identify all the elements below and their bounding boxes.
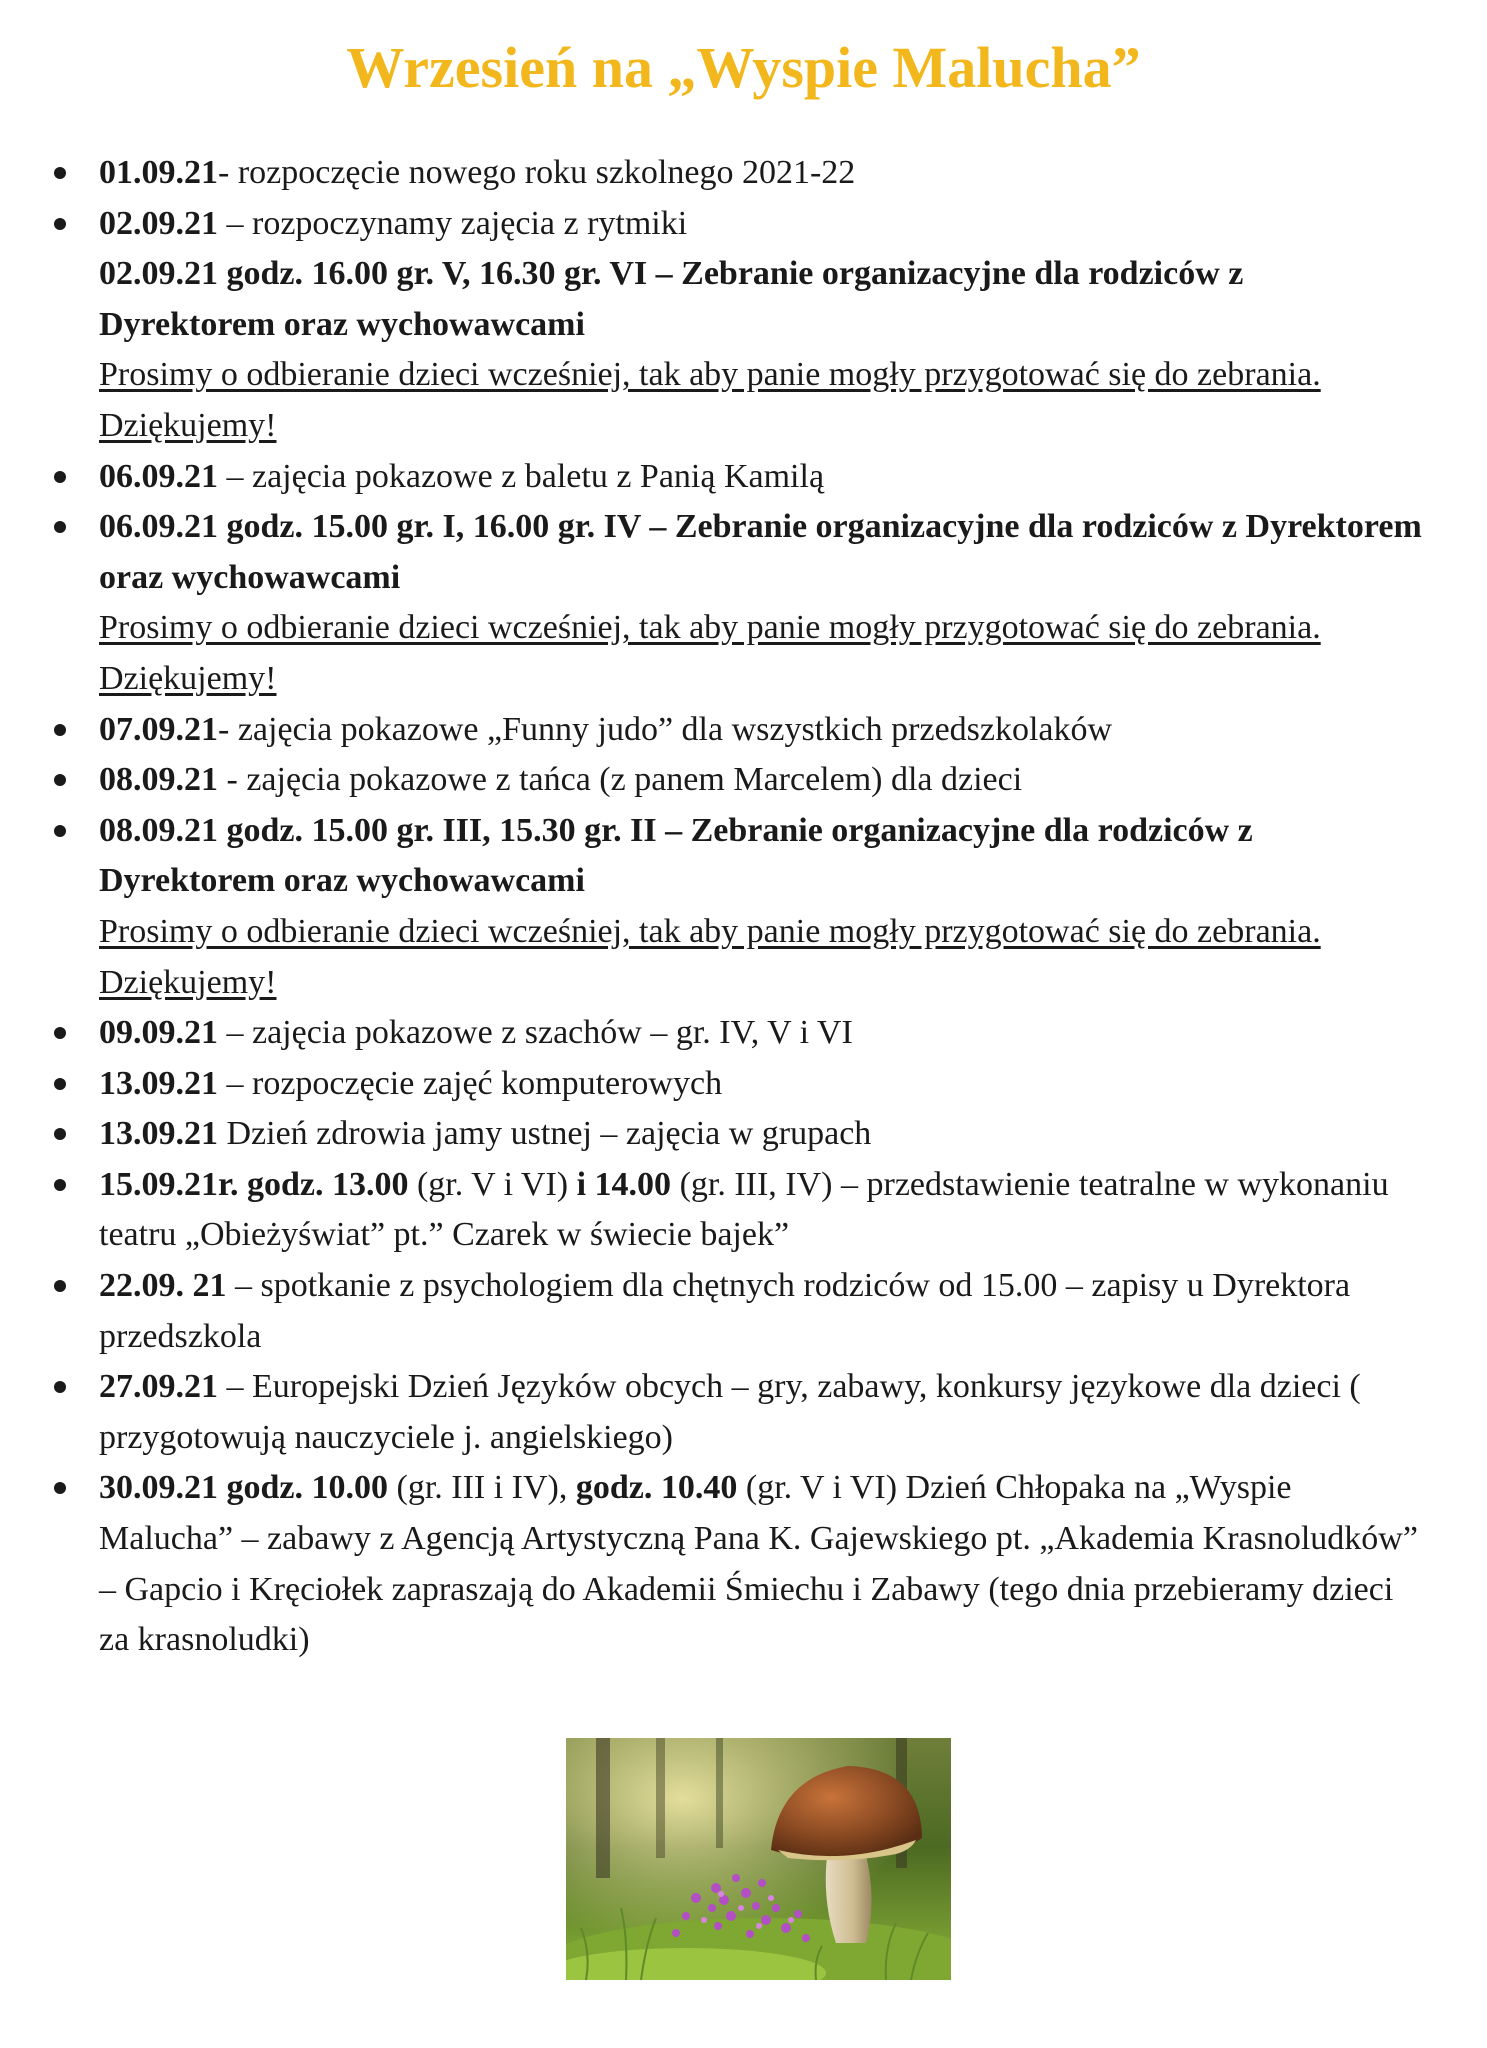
item-text: - zajęcia pokazowe „Funny judo” dla wszystkich przedszkolaków	[218, 710, 1113, 748]
mushroom-stem	[826, 1848, 872, 1943]
item-text: (gr. III i IV),	[388, 1469, 576, 1507]
list-item	[0, 148, 1487, 199]
page-title: Wrzesień na „Wyspie Malucha”	[346, 35, 1141, 100]
item-date: 27.09.21	[99, 1368, 218, 1406]
item-note: Prosimy o odbieranie dzieci wcześniej, tak aby panie mogły przygotować się do zebrania. Dziękujemy!	[99, 912, 1321, 1001]
list-item	[0, 199, 1487, 250]
item-date-2: godz. 10.40	[575, 1469, 738, 1507]
bullet-icon	[54, 1179, 66, 1191]
item-date: 07.09.21	[99, 710, 218, 748]
list-item	[0, 502, 1487, 704]
item-date: 02.09.21 godz. 16.00 gr. V, 16.30 gr. VI – Zebranie organizacyjne dla rodziców z Dyrektorem oraz wychowawcami	[99, 255, 1244, 343]
bullet-icon	[54, 774, 66, 786]
item-text: (gr. V i VI)	[408, 1165, 577, 1203]
bullet-icon	[54, 471, 66, 483]
item-date-2: i 14.00	[576, 1165, 672, 1203]
list-item	[0, 1008, 1487, 1059]
item-text: – Europejski Dzień Języków obcych – gry, zabawy, konkursy językowe dla dzieci ( przygotowują nauczyciele j. angielskiego)	[99, 1368, 1361, 1456]
item-text: – spotkanie z psychologiem dla chętnych rodziców od 15.00 – zapisy u Dyrektora przedszkola	[99, 1267, 1351, 1355]
item-text: - zajęcia pokazowe z tańca (z panem Marcelem) dla dzieci	[218, 761, 1023, 799]
item-text: – zajęcia pokazowe z baletu z Panią Kamilą	[218, 457, 825, 495]
list-item	[0, 1362, 1487, 1463]
bullet-icon	[54, 825, 66, 837]
tree-trunk	[716, 1738, 723, 1848]
item-date: 15.09.21r. godz. 13.00	[99, 1165, 409, 1203]
item-date: 06.09.21 godz. 15.00 gr. I, 16.00 gr. IV – Zebranie organizacyjne dla rodziców z Dyrektorem oraz wychowawcami	[99, 508, 1422, 596]
item-text: – rozpoczęcie zajęć komputerowych	[218, 1064, 723, 1102]
bullet-icon	[54, 167, 66, 179]
bullet-icon	[54, 1381, 66, 1393]
bullet-icon	[54, 1078, 66, 1090]
bullet-icon	[54, 724, 66, 736]
list-item	[0, 1109, 1487, 1160]
list-item	[0, 705, 1487, 756]
list-item	[0, 452, 1487, 503]
list-item	[0, 1463, 1487, 1665]
bullet-icon	[54, 1280, 66, 1292]
bullet-icon	[54, 521, 66, 533]
item-date: 01.09.21	[99, 154, 218, 191]
list-item	[0, 1160, 1487, 1261]
list-item	[0, 755, 1487, 806]
item-text: – rozpoczynamy zajęcia z rytmiki	[218, 204, 688, 242]
list-item	[0, 1059, 1487, 1110]
event-list	[0, 148, 1487, 1666]
bullet-icon	[54, 218, 66, 230]
item-text: – zajęcia pokazowe z szachów – gr. IV, V i VI	[218, 1014, 853, 1052]
tree-trunk	[596, 1738, 610, 1878]
item-date: 22.09. 21	[99, 1267, 227, 1305]
item-date: 13.09.21	[99, 1064, 218, 1102]
item-date: 30.09.21 godz. 10.00	[99, 1469, 388, 1507]
tree-trunk	[656, 1738, 665, 1858]
item-text-2: (gr. V i VI) Dzień Chłopaka na „Wyspie Malucha” – zabawy z Agencją Artystyczną Pana K. Gajewskiego pt. „Akademia Krasnoludków” – Gapcio i Kręciołek zapraszają do Akademii Śmiechu i Zabawy (tego dnia przebieramy dzieci za krasnoludki)	[99, 1469, 1418, 1659]
item-date: 09.09.21	[99, 1014, 218, 1052]
bullet-icon	[54, 1482, 66, 1494]
item-text: - rozpoczęcie nowego roku szkolnego 2021-22	[218, 154, 856, 191]
item-date: 08.09.21	[99, 761, 218, 799]
item-date: 13.09.21	[99, 1115, 218, 1153]
list-item	[0, 806, 1487, 1008]
item-note: Prosimy o odbieranie dzieci wcześniej, tak aby panie mogły przygotować się do zebrania. Dziękujemy!	[99, 609, 1321, 697]
mushroom-image	[566, 1738, 951, 1980]
mushroom-illustration	[566, 1738, 951, 1980]
bullet-icon	[54, 1027, 66, 1039]
item-date: 06.09.21	[99, 457, 218, 495]
bullet-icon	[54, 1128, 66, 1140]
item-date: 08.09.21 godz. 15.00 gr. III, 15.30 gr. II – Zebranie organizacyjne dla rodziców z Dyrektorem oraz wychowawcami	[99, 811, 1253, 900]
item-note: Prosimy o odbieranie dzieci wcześniej, tak aby panie mogły przygotować się do zebrania. Dziękujemy!	[99, 356, 1321, 444]
list-item	[0, 1261, 1487, 1362]
item-date: 02.09.21	[99, 204, 218, 242]
list-item	[0, 249, 1487, 451]
item-text-2: (gr. III, IV) – przedstawienie teatralne w wykonaniu teatru „Obieżyświat” pt.” Czarek w świecie bajek”	[99, 1165, 1389, 1254]
item-text: Dzień zdrowia jamy ustnej – zajęcia w grupach	[218, 1115, 872, 1153]
